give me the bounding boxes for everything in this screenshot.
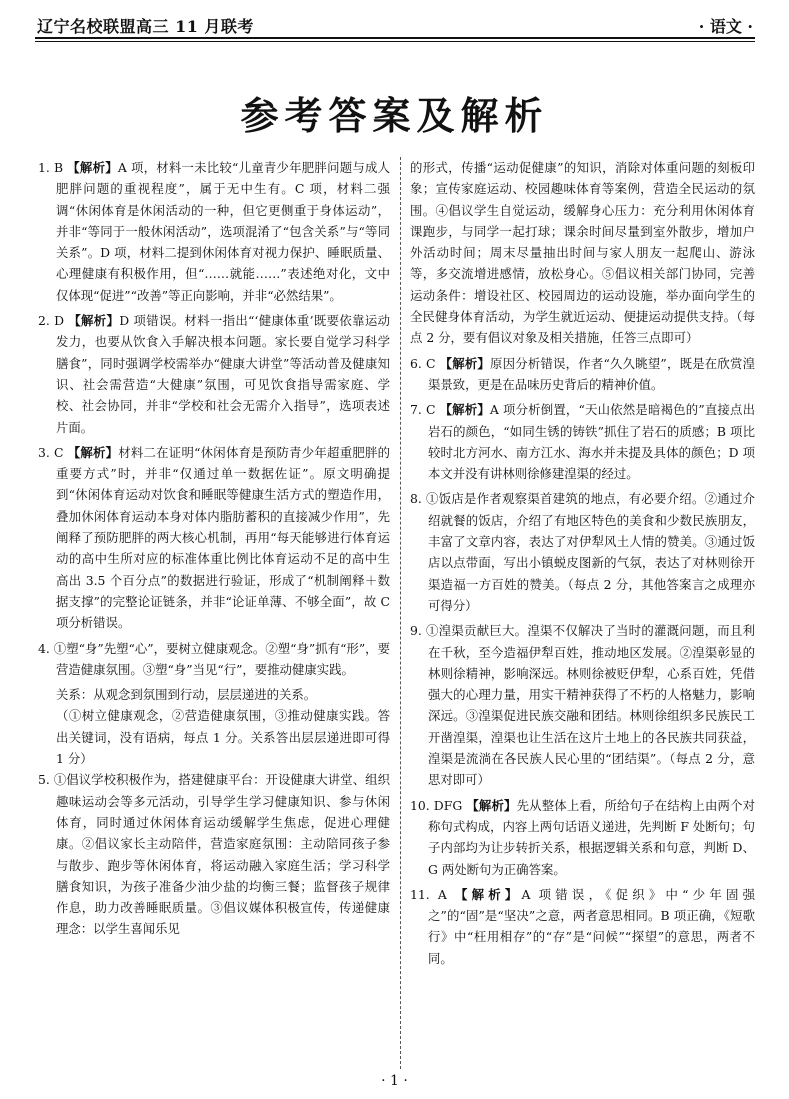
answer-continuation — [410, 157, 755, 349]
answer-text: 先从整体上看，所给句子在结构上由两个对称句式构成，内容上两句话语义递进，先判断 F 处断句；句子内部均为让步转折关系，根据逻辑关系和句意，判断 D、G 两处断句为正确答案。 — [428, 797, 756, 877]
answer-item — [410, 795, 755, 880]
answer-note — [38, 684, 390, 705]
answer-text: （①树立健康观念，②营造健康氛围，③推动健康实践。答出关键词，没有语病，每点 1 分。关系答出层层递进即可得 1 分） — [56, 708, 390, 767]
answer-text: 的形式，传播“运动促健康”的知识，消除对体重问题的刻板印象；宣传家庭运动、校园趣味体育等案例，营造全民运动的氛围。④倡议学生自觉运动，缓解身心压力：充分利用休闲体育课跑步，与同学一起打球；课余时间尽量到室外散步，增加户外活动时间；周末尽量抽出时间与家人朋友一起爬山、游泳等，多交流增进感情，放松身心。⑤倡议相关部门协同，完善运动条件：增设社区、校园周边的运动设施，举办面向学生的全民健身体育活动，为学生就近运动、便捷运动提供支持。（每点 2 分，要有倡议对象及相关措施，任答三点即可） — [410, 160, 755, 346]
answer-text: 材料二在证明“休闲体育是预防青少年超重肥胖的重要方式”时，并非“仅通过单一数据佐证”。原文明确提到“休闲体育运动对饮食和睡眠等健康生活方式的塑造作用，叠加休闲体育运动本身对体内脂肪蓄积的直接减少作用”，先阐释了预防肥胖的两大核心机制，再用“每天能够进行体育运动的高中生所对应的标准体重比例比体育运动不足的高中生高出 3.5 个百分点”的数据进行验证，形成了“机制阐释＋数据支撑”的完整论证链条，并非“论证单薄、不够全面”，故 C 项分析错误。 — [56, 444, 391, 631]
page-number: · 1 · — [381, 1073, 408, 1089]
answer-text: 原因分析错误，作者“久久眺望”，既是在欣赏湟渠景致，更是在品味历史背后的精神价值。 — [428, 355, 755, 392]
answer-item — [38, 769, 390, 939]
header-rule-thin — [35, 41, 755, 42]
analysis-tag: 【解析】 — [455, 886, 522, 902]
answer-item — [38, 442, 390, 634]
answer-number: 1. B — [38, 160, 68, 175]
answer-item — [38, 157, 390, 306]
answer-text: A 项错误，《促织》中“少年固强之”的“固”是“坚决”之意，两者意思相同。B 项正确，《短歌行》中“枉用相存”的“存”是“问候”“探望”的意思，两者不同。 — [428, 886, 756, 966]
answer-number: 3. C — [38, 444, 68, 460]
answer-text: A 项，材料一未比较“儿童青少年肥胖问题与成人肥胖问题的重视程度”，属于无中生有。C 项，材料二强调“休闲体育是休闲活动的一种，但它更侧重于身体运动”，并非“等同于一般休闲活动”，选项混淆了“包含关系”与“等同关系”。D 项，材料二提到休闲体育对视力保护、睡眠质量、心理健康有积极作用，但“……就能……”表述绝对化，文中仅体现“促进”“改善”等正向影响，并非“必然结果”。 — [56, 160, 390, 303]
answer-text: ①饭店是作者观察渠首建筑的地点，有必要介绍。②通过介绍就餐的饭店，介绍了有地区特色的美食和少数民族朋友，丰富了文章内容，表达了对伊犁风土人情的赞美。③通过饭店以点带面，写出小镇蜕皮图新的气氛，表达了对林则徐开渠造福一方百姓的赞美。（每点 2 分，其他答案言之成理亦可得分） — [426, 491, 756, 613]
left-column — [38, 157, 390, 944]
answer-item — [38, 638, 390, 681]
answer-number: 8. — [410, 491, 427, 507]
answer-item — [410, 399, 755, 484]
answer-text: ①倡议学校积极作为，搭建健康平台：开设健康大讲堂、组织趣味运动会等多元活动，引导学生学习健康知识、参与休闲体育，同时通过休闲体育运动缓解学生焦虑，促进心理健康。②倡议家长主动陪伴，营造家庭氛围：主动陪同孩子参与散步、跑步等休闲体育，将运动融入家庭生活；学习科学膳食知识，为孩子准备少油少盐的均衡三餐；监督孩子规律作息，助力改善睡眠质量。③倡议媒体积极宣传，传递健康理念：以学生喜闻乐见 — [53, 772, 390, 937]
analysis-tag: 【解析】 — [439, 355, 491, 371]
analysis-tag: 【解析】 — [466, 797, 517, 813]
answer-item — [410, 884, 755, 969]
answer-item — [38, 310, 390, 438]
answer-number: 9. — [410, 623, 427, 639]
answer-text: ①湟渠贡献巨大。湟渠不仅解决了当时的灌溉问题，而且利在千秋，至今造福伊犁百姓，推动地区发展。②湟渠彰显的林则徐精神，影响深远。林则徐被贬伊犁，心系百姓，凭借强大的心理力量，用实干精神获得了不朽的人格魅力，影响深远。③湟渠促进民族交融和团结。林则徐组织多民族民工开凿湟渠，湟渠也让生活在这片土地上的各民族共同获益，湟渠是流淌在各民族人民心里的“团结渠”。（每点 2 分，意思对即可） — [426, 623, 756, 788]
answer-number: 6. C — [410, 355, 440, 371]
answer-number: 2. D — [38, 313, 69, 329]
subject-label: · 语文 · — [698, 17, 753, 36]
page-title: 参考答案及解析 — [240, 94, 549, 138]
answer-note — [38, 705, 390, 769]
answer-item — [410, 488, 755, 616]
page-header — [35, 10, 755, 40]
answer-text: A 项分析倒置，“天山依然是暗褐色的”直接点出岩石的颜色，“如同生锈的铸铁”抓住了岩石的质感；B 项比较时北方河水、南方江水、海水并未提及具体的颜色；D 项本文并没有讲林则徐修建湟渠的经过。 — [428, 402, 755, 482]
analysis-tag: 【解析】 — [439, 402, 490, 418]
answer-number: 5. — [38, 772, 54, 788]
answer-number: 11. A — [410, 886, 456, 902]
right-column — [410, 157, 755, 973]
exam-title: 辽宁名校联盟高三 11 月联考 — [37, 17, 254, 36]
answer-text: D 项错误。材料一指出“‘健康体重’既要依靠运动发力，也要从饮食入手解决根本问题。家长要自觉学习科学膳食”，同时强调学校需举办“健康大讲堂”等活动普及健康知识、社会需营造“大健康”氛围，可见饮食指导需家庭、学校、社会协同，并非“学校和社会无需介入指导”，选项表述片面。 — [56, 313, 390, 435]
analysis-tag: 【解析】 — [67, 160, 118, 175]
analysis-tag: 【解析】 — [67, 444, 119, 460]
answer-text: ①塑“身”先塑“心”，要树立健康观念。②塑“身”抓有“形”，要营造健康氛围。③塑“身”当见“行”，要推动健康实践。 — [53, 640, 390, 677]
answer-number: 10. DFG — [410, 797, 467, 813]
answer-item — [410, 620, 755, 790]
analysis-tag: 【解析】 — [68, 313, 120, 329]
answer-number: 4. — [38, 640, 54, 656]
answer-item — [410, 353, 755, 396]
answer-number: 7. C — [410, 402, 440, 418]
column-divider — [400, 157, 401, 1069]
answer-text: 关系：从观念到氛围到行动，层层递进的关系。 — [56, 687, 317, 703]
header-rule-thick — [35, 37, 755, 39]
